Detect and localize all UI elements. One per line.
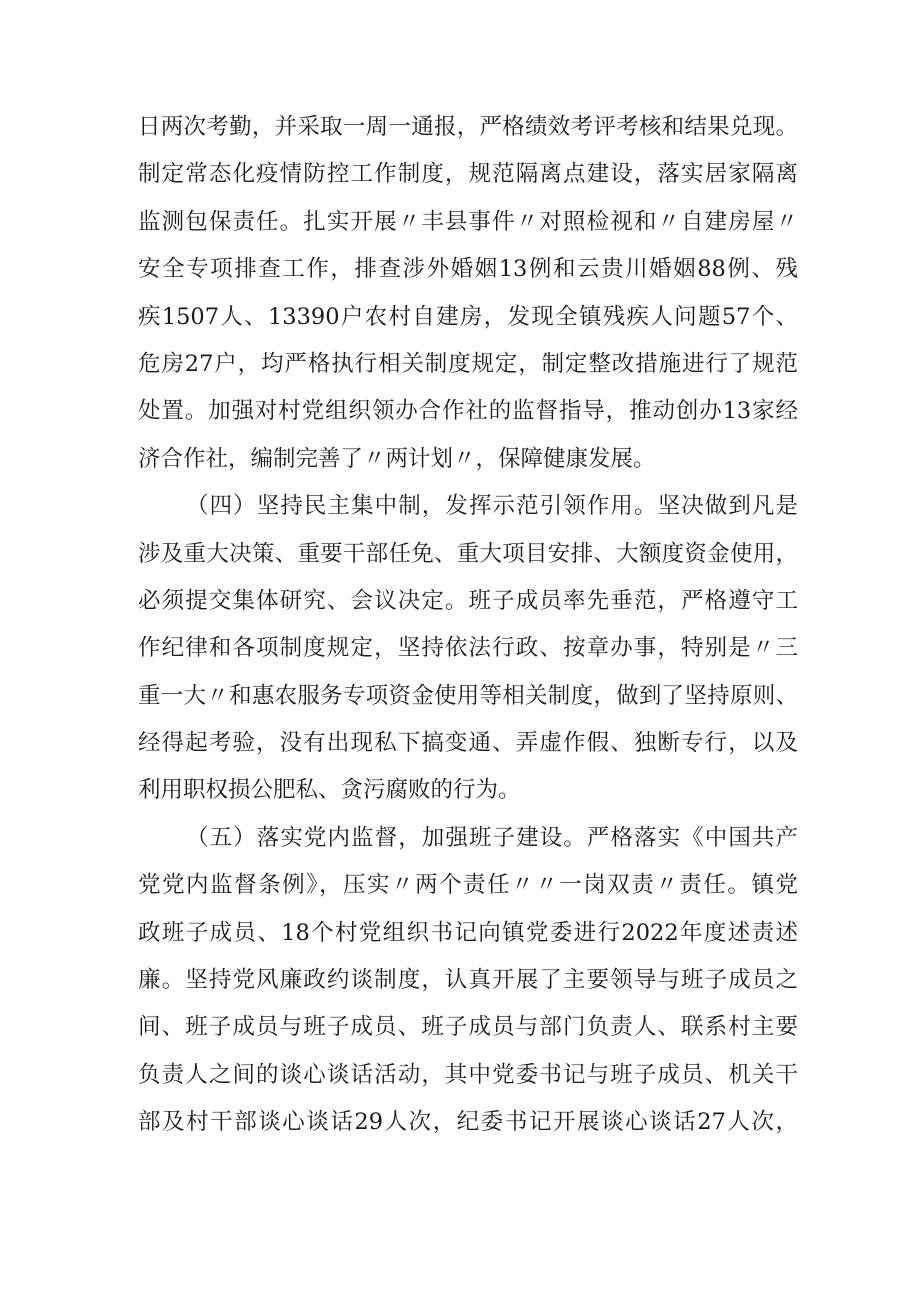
- text-line: 政班子成员、18个村党组织书记向镇党委进行2022年度述责述: [138, 919, 798, 946]
- text-line: 日两次考勤，并采取一周一通报，严格绩效考评考核和结果兑现。: [138, 114, 798, 140]
- paragraph-last-line: 济合作社，编制完善了〃两计划〃，保障健康发展。: [138, 445, 656, 472]
- text-line: 监测包保责任。扎实开展〃丰县事件〃对照检视和〃自建房屋〃: [138, 208, 798, 235]
- text-line: 重一大〃和惠农服务专项资金使用等相关制度，做到了坚持原则、: [138, 682, 798, 709]
- text-line: 处置。加强对村党组织领办合作社的监督指导，推动创办13家经: [138, 398, 798, 425]
- text-line: 必须提交集体研究、会议决定。班子成员率先垂范，严格遵守工: [138, 587, 798, 614]
- text-line: 安全专项排查工作，排查涉外婚姻13例和云贵川婚姻88例、残: [138, 256, 798, 283]
- body-text: [138, 104, 798, 1147]
- text-line: 负责人之间的谈心谈话活动，其中党委书记与班子成员、机关干: [138, 1061, 798, 1088]
- text-line: 廉。坚持党风廉政约谈制度，认真开展了主要领导与班子成员之: [138, 967, 798, 994]
- text-line: 作纪律和各项制度规定，坚持依法行政、按章办事，特别是〃三: [138, 635, 798, 662]
- text-line: 间、班子成员与班子成员、班子成员与部门负责人、联系村主要: [138, 1014, 798, 1041]
- text-line: 疾1507人、13390户农村自建房，发现全镇残疾人问题57个、: [138, 303, 798, 330]
- section-heading-line: （五）落实党内监督，加强班子建设。严格落实《中国共产: [186, 824, 798, 851]
- paragraph-last-line: 利用职权损公肥私、贪污腐败的行为。: [138, 777, 521, 804]
- section-heading-line: （四）坚持民主集中制，发挥示范引领作用。坚决做到凡是: [186, 493, 798, 520]
- text-line: 经得起考验，没有出现私下搞变通、弄虚作假、独断专行，以及: [138, 730, 798, 757]
- text-line: 党党内监督条例》，压实〃两个责任〃〃一岗双责〃责任。镇党: [138, 872, 798, 899]
- text-line: 涉及重大决策、重要干部任免、重大项目安排、大额度资金使用，: [138, 540, 798, 567]
- text-line: 部及村干部谈心谈话29人次，纪委书记开展谈心谈话27人次，: [138, 1109, 798, 1136]
- text-line: 危房27户，均严格执行相关制度规定，制定整改措施进行了规范: [138, 350, 798, 377]
- text-line: 制定常态化疫情防控工作制度，规范隔离点建设，落实居家隔离: [138, 161, 798, 188]
